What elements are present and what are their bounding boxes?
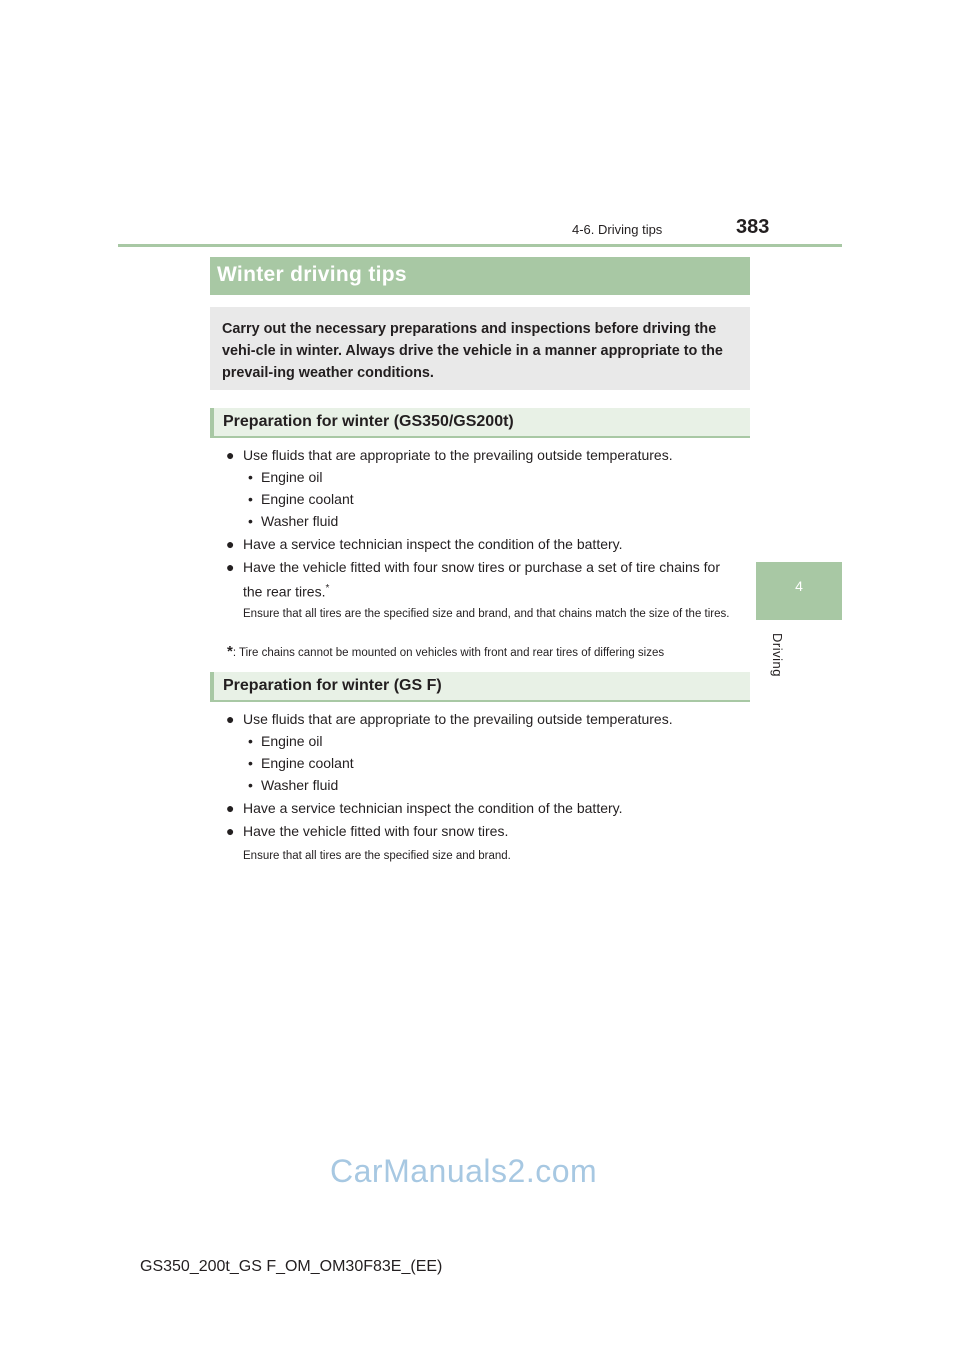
list-item: • Washer fluid bbox=[248, 510, 338, 532]
list-item: • Engine coolant bbox=[248, 752, 354, 774]
header-rule bbox=[118, 244, 842, 247]
chapter-number: 4 bbox=[795, 578, 803, 594]
section-heading-gs350: Preparation for winter (GS350/GS200t) bbox=[210, 408, 750, 438]
tire-note: Ensure that all tires are the specified size and brand, and that chains match the size of the tires. bbox=[243, 608, 730, 620]
list-item: ● Have the vehicle fitted with four snow tires. bbox=[226, 820, 508, 842]
chapter-label: Driving bbox=[770, 633, 785, 677]
header-section-title: 4-6. Driving tips bbox=[572, 222, 663, 237]
tire-note: Ensure that all tires are the specified size and brand. bbox=[243, 850, 511, 862]
list-item: • Engine coolant bbox=[248, 488, 354, 510]
bullet-icon: ● bbox=[226, 800, 235, 816]
list-item: • Engine oil bbox=[248, 730, 323, 752]
watermark: CarManuals2.com bbox=[330, 1153, 598, 1189]
asterisk-mark: * bbox=[325, 583, 330, 594]
bullet-icon: ● bbox=[226, 447, 235, 463]
list-item-continuation: the rear tires.* bbox=[243, 583, 330, 600]
footnote-mark: * bbox=[227, 643, 233, 660]
bullet-icon: ● bbox=[226, 711, 235, 727]
list-item: ● Use fluids that are appropriate to the prevailing outside temperatures. bbox=[226, 444, 673, 466]
page-number: 383 bbox=[736, 216, 770, 238]
intro-box: Carry out the necessary preparations and inspections before driving the vehi-cle in winter. Always drive the vehicle in a manner appropriate to the prevail-ing weather conditions. bbox=[210, 307, 750, 390]
footer-document-code: GS350_200t_GS F_OM_OM30F83E_(EE) bbox=[140, 1258, 443, 1275]
dot-icon: • bbox=[248, 733, 253, 749]
list-item: • Engine oil bbox=[248, 466, 323, 488]
main-title: Winter driving tips bbox=[210, 257, 750, 295]
list-item: ● Have a service technician inspect the condition of the battery. bbox=[226, 797, 623, 819]
list-item: ● Have the vehicle fitted with four snow tires or purchase a set of tire chains for bbox=[226, 556, 720, 578]
dot-icon: • bbox=[248, 491, 253, 507]
dot-icon: • bbox=[248, 513, 253, 529]
list-item: ● Use fluids that are appropriate to the prevailing outside temperatures. bbox=[226, 708, 673, 730]
dot-icon: • bbox=[248, 777, 253, 793]
section-heading-gsf: Preparation for winter (GS F) bbox=[210, 672, 750, 702]
bullet-icon: ● bbox=[226, 536, 235, 552]
bullet-icon: ● bbox=[226, 823, 235, 839]
footnote: *: Tire chains cannot be mounted on vehicles with front and rear tires of differing sizes bbox=[227, 643, 665, 660]
dot-icon: • bbox=[248, 755, 253, 771]
bullet-icon: ● bbox=[226, 559, 235, 575]
list-item: • Washer fluid bbox=[248, 774, 338, 796]
dot-icon: • bbox=[248, 469, 253, 485]
list-item: ● Have a service technician inspect the condition of the battery. bbox=[226, 533, 623, 555]
